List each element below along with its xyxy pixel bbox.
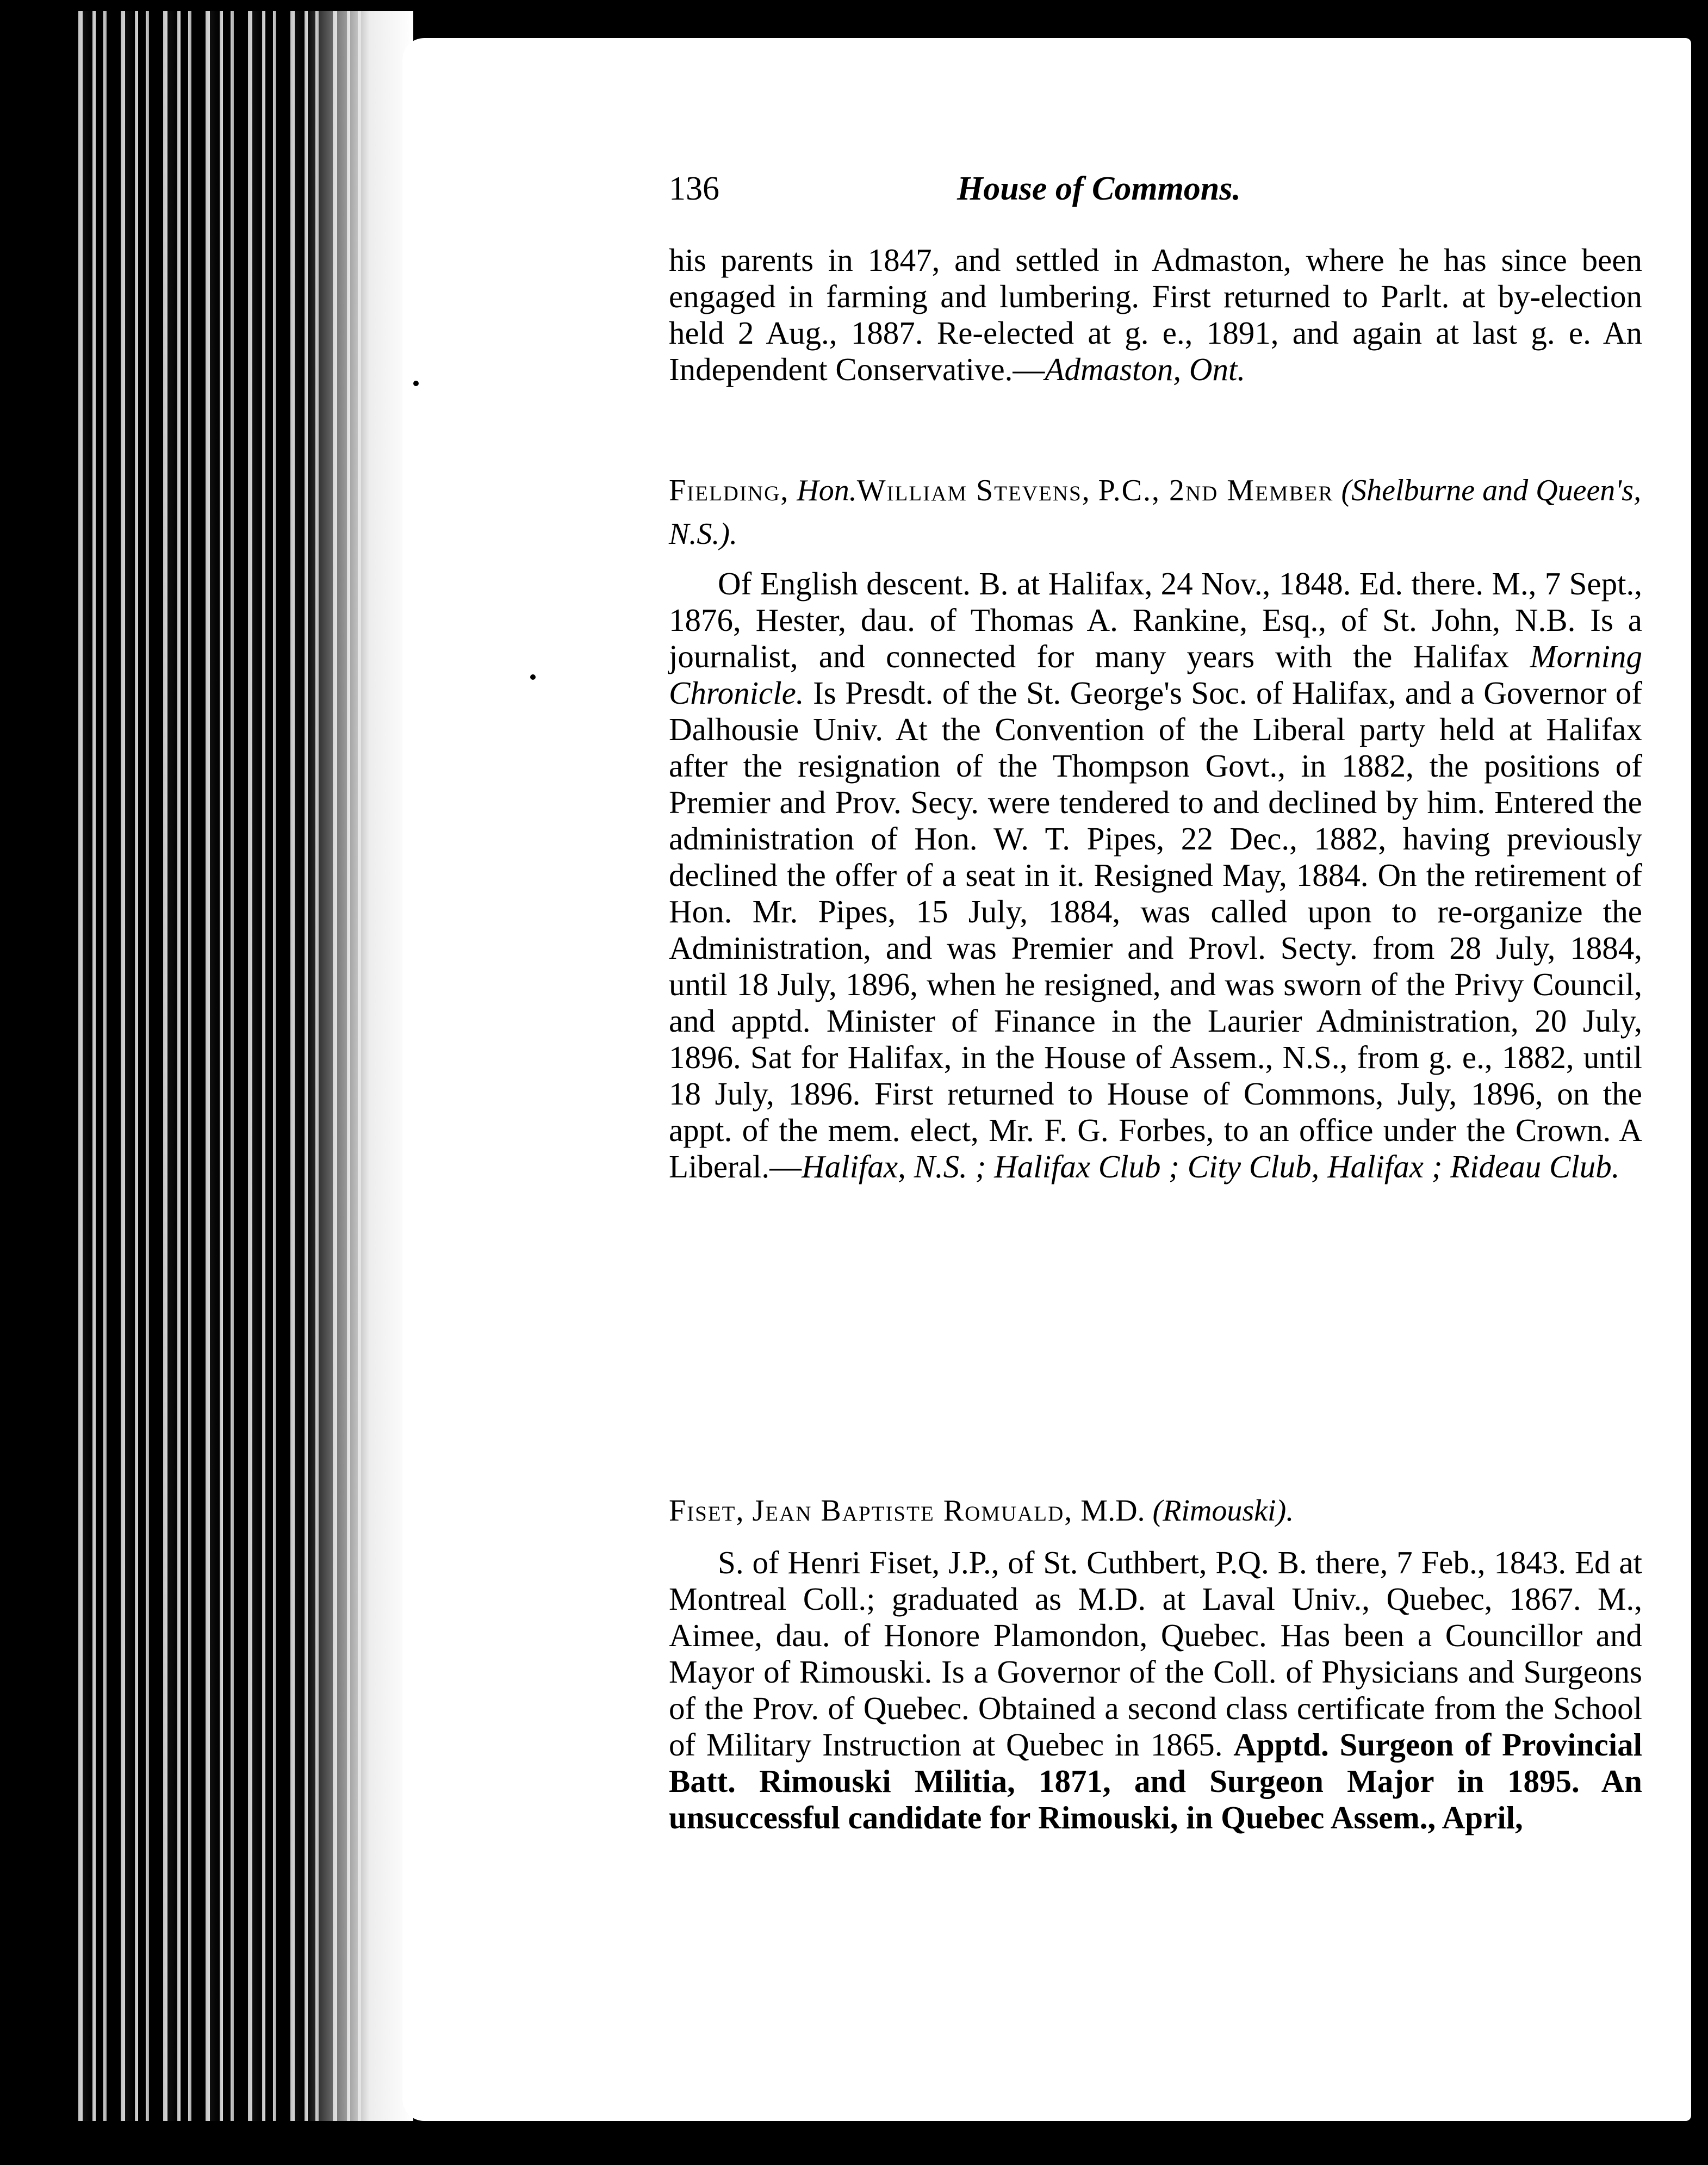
body-text: S. of Henri Fiset, J.P., of St. Cuthbert, P.Q. B. there, 7 Feb., 1843. Ed at Montreal Coll.; graduated as M.D. at Laval Univ., Quebec, 1867. M., Aimee, dau. of Honore Plamondon, Quebec. Has been a Councillor and Mayor of Rimouski. Is a Governor of the Coll. of Physicians and Surgeons of the Prov. of Quebec. Obtained a second class certificate from the School of Military Instruction at Quebec in 1865. bbox=[669, 1544, 1642, 1763]
scan-speck bbox=[413, 381, 419, 386]
newspaper-name: Morning Chronicle. bbox=[669, 638, 1643, 711]
surname: Fiset, bbox=[669, 1494, 745, 1528]
body-start: Of English descent. B. at Halifax, 24 Nov., 1848. Ed. there. M., 7 Sept., 1876, Hester, dau. of Thomas A. Rankine, Esq., of St. John, N.B. Is a journalist, and connected for many years with the Halifax bbox=[669, 566, 1642, 674]
riding: (Rimouski). bbox=[1152, 1494, 1294, 1528]
intro-address: Admaston, Ont. bbox=[1045, 351, 1246, 387]
intro-text: his parents in 1847, and settled in Admaston, where he has since been engaged in farming and lumbering. First returned to Parlt. at by-election held 2 Aug., 1887. Re-elected at g. e., 1891, and again at last g. e. An Independent Conservative. bbox=[669, 242, 1642, 387]
entry-heading-fiset bbox=[669, 1489, 1642, 1533]
surname: Fielding, bbox=[669, 474, 790, 507]
given-names: Jean Baptiste Romuald, bbox=[752, 1494, 1073, 1528]
body-rest: Is Presdt. of the St. George's Soc. of Halifax, and a Governor of Dalhousie Univ. At the Convention of the Liberal party held at Halifax after the resignation of the Thompson Govt., in 1882, the positions of Premier and Prov. Secy. were tendered to and declined by him. Entered the administration of Hon. W. T. Pipes, 22 Dec., 1882, having previously declined the offer of a seat in it. Resigned May, 1884. On the retirement of Hon. Mr. Pipes, 15 July, 1884, was called upon to re-organize the Administration, and was Premier and Provl. Secty. from 28 July, 1884, until 18 July, 1896, when he resigned, and was sworn of the Privy Council, and apptd. Minister of Finance in the Laurier Administration, 20 July, 1896. Sat for Halifax, in the House of Assem., N.S., from g. e., 1882, until 18 July, 1896. First returned to House of Commons, July, 1896, on the appt. of the mem. elect, Mr. F. G. Forbes, to an office under the Crown. A Liberal. bbox=[669, 675, 1643, 1184]
given-names: William Stevens, bbox=[856, 474, 1091, 507]
title: M.D. bbox=[1080, 1494, 1145, 1528]
intro-paragraph: his parents in 1847, and settled in Admaston, where he has since been engaged in farming and lumbering. First returned to Parlt. at by-election held 2 Aug., 1887. Re-elected at g. e., 1891, and again at last g. e. An Independent Conservative.—Admaston, Ont. bbox=[669, 242, 1642, 387]
running-title: House of Commons. bbox=[957, 170, 1241, 207]
entry-heading-fielding bbox=[669, 469, 1642, 556]
body-text-bold: Apptd. Surgeon of Provincial Batt. Rimouski Militia, 1871, and Surgeon Major in 1895. An unsuccessful candidate for Rimouski, in Quebec Assem., April, bbox=[669, 1727, 1642, 1835]
title: P.C., 2nd Member bbox=[1098, 474, 1334, 507]
page-header bbox=[669, 170, 1648, 213]
scan-speck bbox=[530, 674, 536, 680]
riding: (Shelburne and Queen's, N.S.). bbox=[669, 474, 1642, 551]
entry-body-fielding: Of English descent. B. at Halifax, 24 Nov., 1848. Ed. there. M., 7 Sept., 1876, Hester, dau. of Thomas A. Rankine, Esq., of St. John, N.B. Is a journalist, and connected for many years with the Halifax Morning Chronicle. Is Presdt. of the St. George's Soc. of Halifax, and a Governor of Dalhousie Univ. At the Convention of the Liberal party held at Halifax after the resignation of the Thompson Govt., in 1882, the positions of Premier and Prov. Secy. were tendered to and declined by him. Entered the administration of Hon. W. T. Pipes, 22 Dec., 1882, having previously declined the offer of a seat in it. Resigned May, 1884. On the retirement of Hon. Mr. Pipes, 15 July, 1884, was called upon to re-organize the Administration, and was Premier and Provl. Secty. from 28 July, 1884, until 18 July, 1896, when he resigned, and was sworn of the Privy Council, and apptd. Minister of Finance in the Laurier Administration, 20 July, 1896. Sat for Halifax, in the House of Assem., N.S., from g. e., 1882, until 18 July, 1896. First returned to House of Commons, July, 1896, on the appt. of the mem. elect, Mr. F. G. Forbes, to an office under the Crown. A Liberal.—Halifax, N.S. ; Halifax Club ; City Club, Halifax ; Rideau Club. bbox=[669, 566, 1643, 1184]
entry-address: Halifax, N.S. ; Halifax Club ; City Club, Halifax ; Rideau Club. bbox=[802, 1149, 1620, 1184]
gutter-fade bbox=[305, 11, 413, 2121]
page-number: 136 bbox=[669, 170, 719, 207]
honorific: Hon. bbox=[797, 474, 857, 507]
entry-body-fiset bbox=[669, 1544, 1642, 1836]
